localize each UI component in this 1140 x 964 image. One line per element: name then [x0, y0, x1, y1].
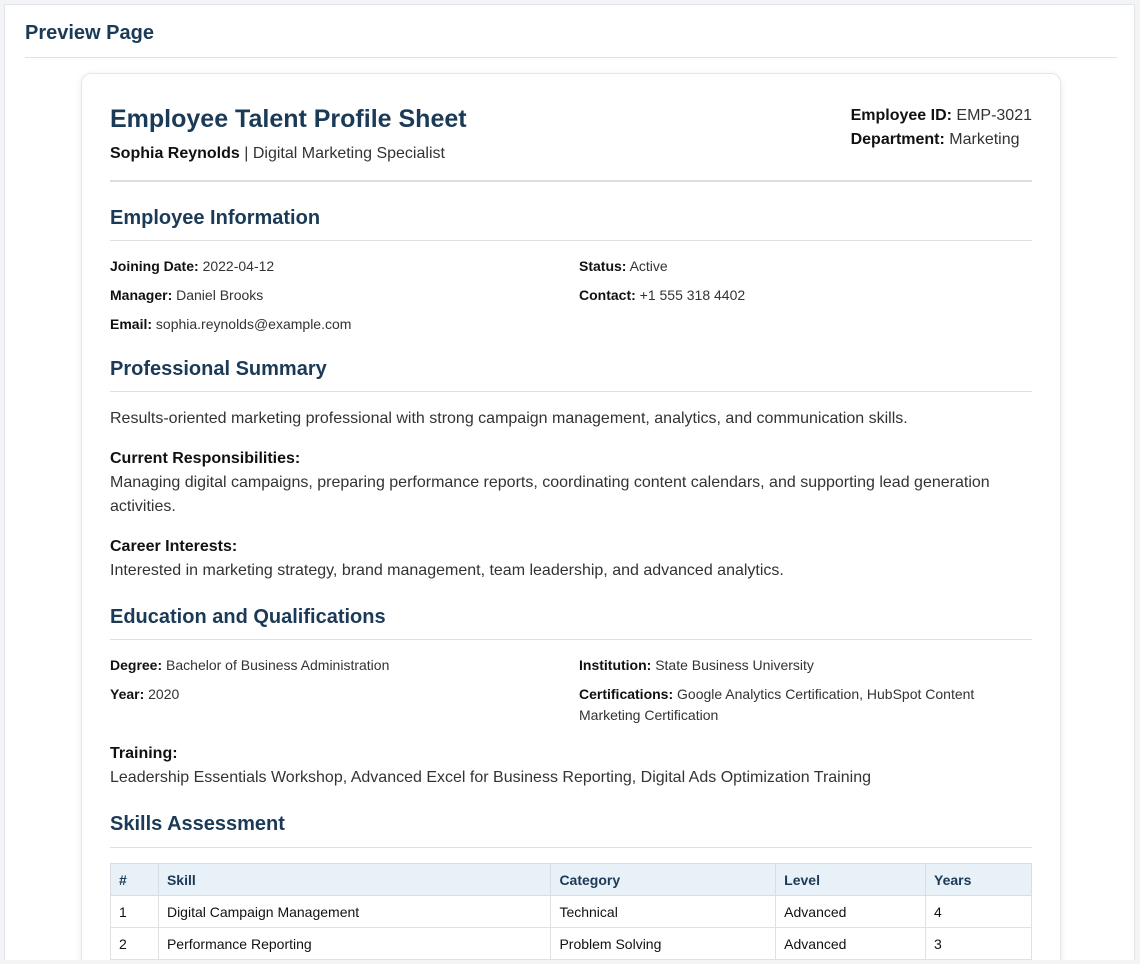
employee-id-label: Employee ID: — [850, 107, 952, 124]
employee-subtitle — [110, 145, 445, 163]
training-block — [110, 742, 1032, 790]
section-divider — [110, 240, 1032, 241]
field-value: Active — [629, 258, 668, 274]
skills-table — [110, 863, 1032, 960]
responsibilities-label: Current Responsibilities: — [110, 450, 301, 467]
table-cell: Problem Solving — [551, 928, 776, 960]
contact-field — [579, 285, 745, 306]
document-title: Employee Talent Profile Sheet — [110, 105, 467, 133]
field-label: Manager: — [110, 287, 173, 303]
section-divider — [110, 847, 1032, 848]
table-cell: Performance Reporting — [158, 928, 550, 960]
department-label: Department: — [850, 131, 945, 148]
profile-card — [81, 73, 1061, 960]
field-label: Certifications: — [579, 686, 674, 702]
field-value: sophia.reynolds@example.com — [155, 316, 352, 332]
institution-field — [579, 655, 814, 676]
column-header: # — [111, 864, 159, 896]
email-field — [110, 314, 351, 335]
field-label: Year: — [110, 686, 145, 702]
field-value: 2022-04-12 — [202, 258, 275, 274]
interests-label: Career Interests: — [110, 538, 238, 555]
field-label: Contact: — [579, 287, 636, 303]
header-divider — [110, 180, 1032, 182]
field-label: Degree: — [110, 657, 163, 673]
column-header: Level — [776, 864, 926, 896]
column-header: Category — [551, 864, 776, 896]
table-row — [111, 896, 1032, 928]
degree-field — [110, 655, 389, 676]
manager-field — [110, 285, 263, 306]
field-label: Status: — [579, 258, 627, 274]
field-value: 2020 — [148, 686, 180, 702]
joining-date-field — [110, 256, 274, 277]
department-value: Marketing — [949, 131, 1020, 148]
preview-panel — [4, 4, 1135, 960]
status-field — [579, 256, 668, 277]
employee-id-line — [851, 104, 1032, 128]
interests-text: Interested in marketing strategy, brand management, team leadership, and advanced analytics. — [110, 562, 784, 579]
table-cell: Digital Campaign Management — [158, 896, 550, 928]
column-header: Skill — [158, 864, 550, 896]
table-cell: 4 — [926, 896, 1032, 928]
table-row — [111, 928, 1032, 960]
field-label: Joining Date: — [110, 258, 199, 274]
training-text: Leadership Essentials Workshop, Advanced Excel for Business Reporting, Digital Ads Optimization Training — [110, 769, 871, 786]
field-label: Institution: — [579, 657, 652, 673]
table-cell: Technical — [551, 896, 776, 928]
responsibilities-text: Managing digital campaigns, preparing performance reports, coordinating content calendars, and supporting lead generation activities. — [110, 474, 990, 515]
field-value: Bachelor of Business Administration — [166, 657, 390, 673]
field-value: +1 555 318 4402 — [639, 287, 746, 303]
section-title-employee-information: Employee Information — [110, 207, 321, 229]
field-value: State Business University — [655, 657, 814, 673]
career-interests — [110, 535, 1032, 583]
table-cell: 3 — [926, 928, 1032, 960]
employee-name: Sophia Reynolds — [110, 145, 240, 162]
table-header-row — [111, 864, 1032, 896]
field-value: Google Analytics Certification, HubSpot Content Marketing Certification — [579, 686, 975, 723]
department-line — [851, 128, 1032, 152]
field-value: Daniel Brooks — [176, 287, 264, 303]
table-cell: 1 — [111, 896, 159, 928]
summary-text: Results-oriented marketing professional with strong campaign management, analytics, and communication skills. — [110, 410, 908, 427]
employee-id-value: EMP-3021 — [956, 107, 1032, 124]
section-title-skills-assessment: Skills Assessment — [110, 813, 285, 835]
certifications-field — [579, 684, 999, 726]
subtitle-separator: | — [244, 145, 249, 162]
divider — [25, 57, 1117, 58]
section-divider — [110, 639, 1032, 640]
section-title-education: Education and Qualifications — [110, 606, 386, 628]
employee-role: Digital Marketing Specialist — [252, 145, 445, 162]
field-label: Email: — [110, 316, 153, 332]
training-label: Training: — [110, 745, 178, 762]
table-cell: Advanced — [776, 928, 926, 960]
current-responsibilities — [110, 447, 1032, 519]
section-title-professional-summary: Professional Summary — [110, 358, 327, 380]
column-header: Years — [926, 864, 1032, 896]
preview-page-title: Preview Page — [25, 22, 154, 44]
year-field — [110, 684, 179, 705]
section-divider — [110, 391, 1032, 392]
table-cell: Advanced — [776, 896, 926, 928]
employee-meta — [851, 104, 1032, 152]
table-cell: 2 — [111, 928, 159, 960]
